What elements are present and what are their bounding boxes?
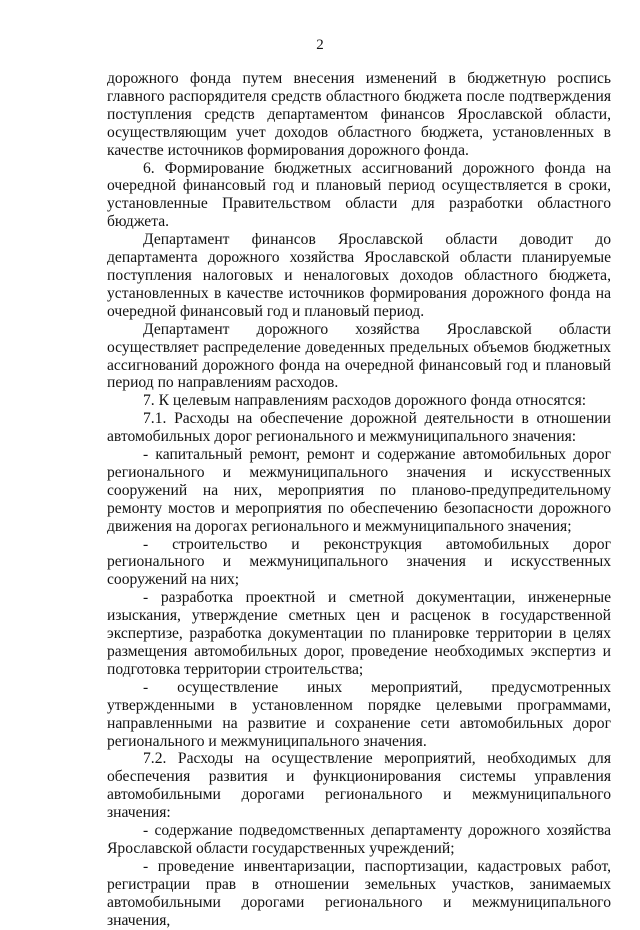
page-number: 2	[316, 37, 324, 53]
document-body	[107, 70, 611, 930]
paragraph-finance-department: Департамент финансов Ярославской области доводит до департамента дорожного хозяйства Ярославской области планируемые поступления налоговых и неналоговых доходов областного бюджета, установленных в качестве источников формирования дорожного фонда на очередной финансовый год и плановый период.	[107, 231, 611, 320]
list-item-construction: - строительство и реконструкция автомобильных дорог регионального и межмуниципального значения и искусственных сооружений на них;	[107, 535, 611, 589]
list-item-institutions: - содержание подведомственных департаменту дорожного хозяйства Ярославской области государственных учреждений;	[107, 822, 611, 857]
paragraph-item-7-2: 7.2. Расходы на осуществление мероприятий, необходимых для обеспечения развития и функционирования системы управления автомобильными дорогами регионального и межмуниципального значения:	[107, 750, 611, 822]
list-item-capital-repair: - капитальный ремонт, ремонт и содержание автомобильных дорог регионального и межмуниципального значения и искусственных сооружений на них, мероприятия по планово-предупредительному ремонту мостов и мероприятия по обеспечению безопасности дорожного движения на дорогах регионального и межмуниципального значения;	[107, 446, 611, 535]
paragraph-item-7: 7. К целевым направлениям расходов дорожного фонда относятся:	[143, 392, 587, 410]
paragraph-item-7-1: 7.1. Расходы на обеспечение дорожной деятельности в отношении автомобильных дорог регионального и межмуниципального значения:	[107, 410, 611, 446]
paragraph-road-department: Департамент дорожного хозяйства Ярославской области осуществляет распределение доведенных предельных объемов бюджетных ассигнований дорожного фонда на очередной финансовый год и плановый период по направлениям расходов.	[107, 320, 611, 392]
paragraph-continuation: дорожного фонда путем внесения изменений в бюджетную роспись главного распорядителя средств областного бюджета после подтверждения поступления средств департаментом финансов Ярославской области, осуществляющим учет доходов областного бюджета, установленных в качестве источников формирования дорожного фонда.	[107, 70, 611, 159]
list-item-other-measures: - осуществление иных мероприятий, предусмотренных утвержденными в установленном порядке целевыми программами, направленными на развитие и сохранение сети автомобильных дорог регионального и межмуниципального значения.	[107, 678, 611, 750]
paragraph-item-6: 6. Формирование бюджетных ассигнований дорожного фонда на очередной финансовый год и плановый период осуществляется в сроки, установленные Правительством области для разработки областного бюджета.	[107, 159, 611, 231]
list-item-design-documentation: - разработка проектной и сметной документации, инженерные изыскания, утверждение сметных цен и расценок в государственной экспертизе, разработка документации по планировке территории в целях размещения автомобильных дорог, проведение необходимых экспертиз и подготовка территории строительства;	[107, 589, 611, 678]
list-item-inventory: - проведение инвентаризации, паспортизации, кадастровых работ, регистрации прав в отношении земельных участков, занимаемых автомобильными дорогами регионального и межмуниципального значения,	[107, 857, 611, 929]
